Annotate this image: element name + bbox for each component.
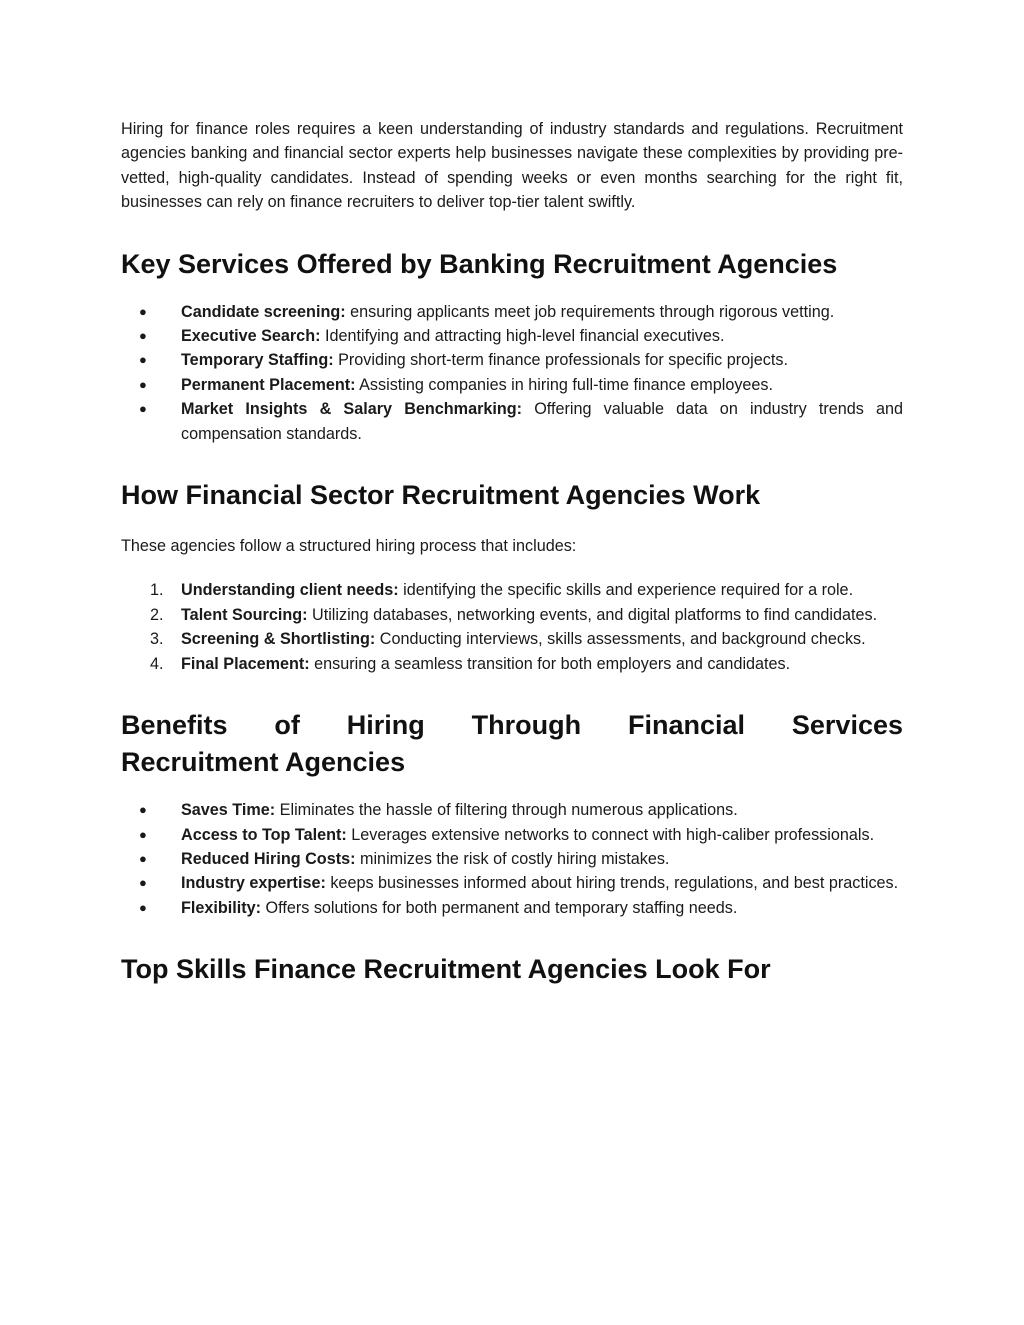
item-term: Executive Search: — [181, 327, 321, 346]
key-services-list — [121, 300, 903, 446]
heading-line-2: Recruitment Agencies — [121, 747, 406, 778]
bullet-icon: ● — [139, 352, 147, 368]
item-term: Screening & Shortlisting: — [181, 630, 376, 649]
bullet-icon: ● — [139, 376, 147, 392]
item-text: Conducting interviews, skills assessments, and background checks. — [375, 630, 866, 649]
bullet-icon: ● — [139, 401, 147, 417]
list-item — [121, 871, 903, 895]
benefits-list — [121, 798, 903, 920]
bullet-icon: ● — [139, 802, 147, 818]
list-item — [121, 603, 903, 627]
item-term: Talent Sourcing: — [181, 605, 308, 624]
item-text: Providing short-term finance professionals for specific projects. — [333, 351, 788, 370]
bullet-icon: ● — [139, 850, 147, 866]
list-item — [121, 397, 903, 446]
bullet-icon: ● — [139, 303, 147, 319]
step-number: 1. — [150, 581, 164, 600]
list-item — [121, 847, 903, 871]
item-text: Leverages extensive networks to connect with high-caliber professionals. — [346, 825, 875, 844]
item-text: Offering valuable data on industry trends and compensation standards. — [181, 400, 903, 443]
item-term: Temporary Staffing: — [181, 351, 334, 370]
item-term: Reduced Hiring Costs: — [181, 849, 356, 868]
document-page — [121, 117, 903, 988]
list-item — [121, 348, 903, 372]
item-term: Understanding client needs: — [181, 581, 399, 600]
item-term: Access to Top Talent: — [181, 825, 347, 844]
intro-paragraph: Hiring for finance roles requires a keen understanding of industry standards and regulations. Recruitment agencies banking and financial sector experts help businesses navigate these complexities by providing pre-vetted, high-quality candidates. Instead of spending weeks or even months searching for the right fit, businesses can rely on finance recruiters to deliver top-tier talent swiftly. — [121, 120, 903, 212]
list-item — [121, 578, 903, 602]
item-text: ensuring applicants meet job requirements through rigorous vetting. — [345, 302, 835, 321]
section-heading-key-services: Key Services Offered by Banking Recruitment Agencies — [121, 248, 838, 279]
item-text: keeps businesses informed about hiring trends, regulations, and best practices. — [325, 874, 899, 893]
item-text: minimizes the risk of costly hiring mistakes. — [355, 849, 670, 868]
list-item — [121, 373, 903, 397]
list-item — [121, 324, 903, 348]
bullet-icon: ● — [139, 875, 147, 891]
item-term: Market Insights & Salary Benchmarking: — [181, 400, 523, 419]
item-term: Final Placement: — [181, 654, 310, 673]
list-item — [121, 823, 903, 847]
process-steps-list — [121, 578, 903, 676]
item-text: Eliminates the hassle of filtering through numerous applications. — [275, 801, 738, 820]
section-intro-paragraph: These agencies follow a structured hiring process that includes: — [121, 537, 577, 556]
item-text: Utilizing databases, networking events, and digital platforms to find candidates. — [307, 605, 878, 624]
list-item — [121, 652, 903, 676]
step-number: 2. — [150, 605, 164, 624]
list-item — [121, 798, 903, 822]
item-term: Permanent Placement: — [181, 375, 356, 394]
item-text: identifying the specific skills and experience required for a role. — [398, 581, 854, 600]
item-term: Flexibility: — [181, 898, 262, 917]
list-item — [121, 627, 903, 651]
item-text: Identifying and attracting high-level financial executives. — [320, 327, 725, 346]
bullet-icon: ● — [139, 826, 147, 842]
step-number: 3. — [150, 630, 164, 649]
heading-line-1: Benefits of Hiring Through Financial Services — [121, 710, 903, 741]
list-item — [121, 896, 903, 920]
bullet-icon: ● — [139, 328, 147, 344]
item-term: Saves Time: — [181, 801, 276, 820]
item-term: Candidate screening: — [181, 302, 346, 321]
section-heading-top-skills: Top Skills Finance Recruitment Agencies Look For — [121, 954, 771, 985]
section-heading-how-agencies-work: How Financial Sector Recruitment Agencies Work — [121, 480, 761, 511]
item-text: Offers solutions for both permanent and temporary staffing needs. — [261, 898, 738, 917]
item-text: ensuring a seamless transition for both employers and candidates. — [309, 654, 791, 673]
bullet-icon: ● — [139, 899, 147, 915]
step-number: 4. — [150, 654, 164, 673]
section-heading-benefits — [121, 707, 903, 781]
item-term: Industry expertise: — [181, 874, 326, 893]
list-item — [121, 300, 903, 324]
item-text: Assisting companies in hiring full-time finance employees. — [355, 375, 774, 394]
